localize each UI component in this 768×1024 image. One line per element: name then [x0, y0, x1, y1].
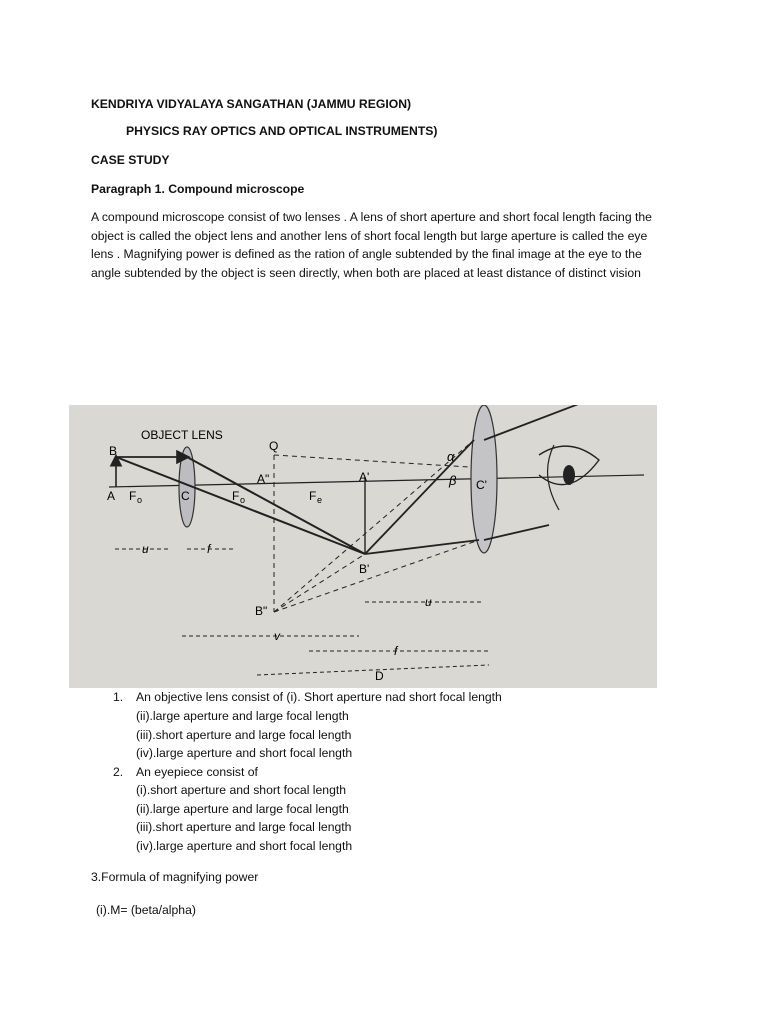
- paragraph-title: Paragraph 1. Compound microscope: [91, 182, 305, 196]
- question-1-number: 1.: [113, 690, 124, 704]
- label-a: A: [107, 489, 116, 503]
- question-1-option: (ii).large aperture and large focal length: [136, 709, 349, 723]
- question-2-number: 2.: [113, 765, 124, 779]
- object-lens-title: OBJECT LENS: [141, 428, 223, 442]
- label-beta: β: [449, 473, 457, 488]
- paragraph-line: A compound microscope consist of two lenses . A lens of short aperture and short focal length facing the: [91, 210, 652, 224]
- label-fo2: F: [232, 489, 240, 503]
- label-uo: u: [142, 542, 149, 556]
- label-b-prime: B': [359, 562, 370, 576]
- label-fo2-sub: o: [240, 495, 246, 505]
- question-1-option: (iii).short aperture and large focal length: [136, 728, 352, 742]
- label-b: B: [109, 444, 118, 458]
- label-b-double: B": [255, 604, 268, 618]
- label-ue: u: [425, 595, 432, 609]
- subject-heading: PHYSICS RAY OPTICS AND OPTICAL INSTRUMENTS): [126, 124, 438, 138]
- label-fo-dim: f: [207, 542, 211, 556]
- question-1-option: (iv).large aperture and short focal length: [136, 746, 353, 760]
- label-fe-sub: e: [317, 495, 323, 505]
- label-fo-sub: o: [137, 495, 143, 505]
- label-fo: F: [129, 489, 137, 503]
- intro-paragraph: [91, 208, 691, 282]
- label-a-double: A": [257, 472, 270, 486]
- question-2-option: (ii).large aperture and large focal length: [136, 802, 349, 816]
- label-vo: v: [274, 629, 280, 643]
- paragraph-line: object is called the object lens and another lens of short focal length but large aperture is called the eye: [91, 228, 648, 243]
- label-q: Q: [269, 439, 279, 453]
- label-fe: F: [309, 489, 317, 503]
- question-2-option: (iii).short aperture and large focal length: [136, 820, 352, 834]
- question-2-option: (i).short aperture and short focal length: [136, 783, 347, 797]
- section-heading: CASE STUDY: [91, 153, 170, 167]
- label-fe-dim: f: [394, 644, 398, 658]
- label-a-prime: A': [359, 470, 370, 484]
- question-3-option: (i).M= (beta/alpha): [96, 903, 196, 917]
- compound-microscope-diagram: [69, 405, 657, 688]
- question-3-title: 3.Formula of magnifying power: [91, 870, 259, 884]
- paragraph-line: angle subtended by the object is seen directly, when both are placed at least distance of distinct vision: [91, 265, 641, 280]
- paragraph-line: lens . Magnifying power is defined as the ration of angle subtended by the final image at the eye to the: [91, 247, 642, 262]
- question-2-option: (iv).large aperture and short focal length: [136, 839, 353, 853]
- label-c: C: [181, 489, 190, 503]
- label-c-prime: C': [476, 478, 487, 492]
- org-heading: KENDRIYA VIDYALAYA SANGATHAN (JAMMU REGION): [91, 97, 412, 111]
- label-d: D: [375, 669, 384, 683]
- label-alpha: α: [447, 449, 455, 464]
- question-1-stem: An objective lens consist of (i). Short aperture nad short focal length: [136, 690, 502, 704]
- question-2-stem: An eyepiece consist of: [136, 765, 258, 779]
